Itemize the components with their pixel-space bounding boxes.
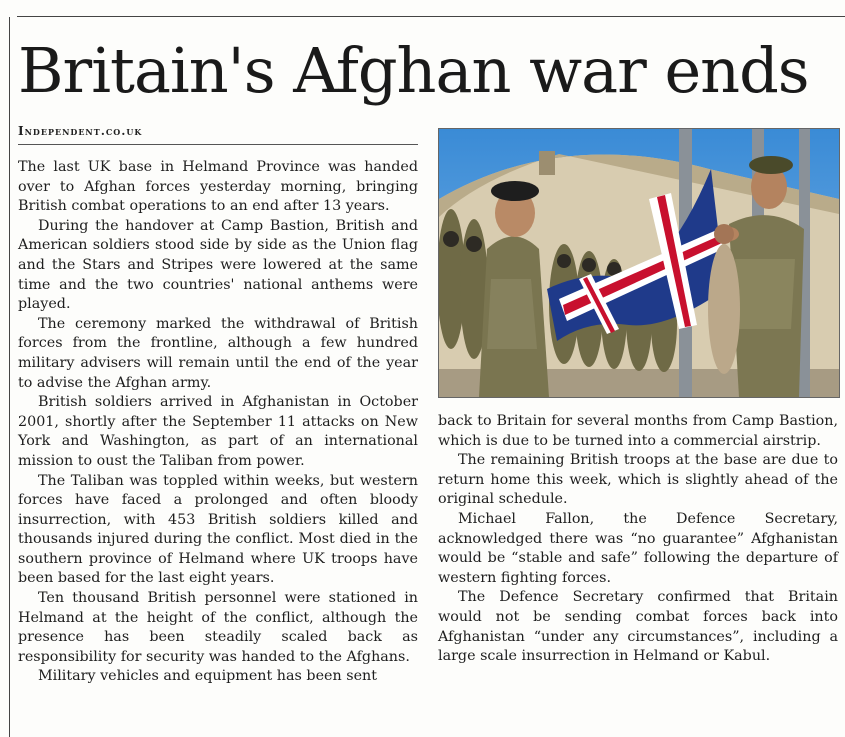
paragraph: The remaining British troops at the base are due to return home this week, which is slightly ahead of the original schedule. [438, 452, 838, 508]
paragraph: The Defence Secretary confirmed that Britain would not be sending combat forces back into Afghanistan “under any circumstances”, including a large scale insurrection in Helmand or Kabul. [438, 589, 838, 665]
news-photo [438, 128, 840, 398]
source-rule [18, 144, 418, 145]
left-border [9, 17, 10, 737]
article-column-left [18, 158, 418, 687]
paragraph: Michael Fallon, the Defence Secretary, acknowledged there was “no guarantee” Afghanistan would be “stable and safe” following the departure of western fighting forces. [438, 510, 838, 586]
paragraph: Ten thousand British personnel were stationed in Helmand at the height of the conflict, although the presence has been steadily scaled back as responsibility for security was handed to the Afghans. [18, 590, 418, 665]
paragraph: During the handover at Camp Bastion, British and American soldiers stood side by side as the Union flag and the Stars and Stripes were lowered at the same time and the two countries' national anthems were played. [18, 217, 418, 313]
paragraph: Military vehicles and equipment has been sent [38, 668, 377, 685]
source-label: Independent.co.uk [18, 124, 143, 138]
paragraph: British soldiers arrived in Afghanistan in October 2001, shortly after the September 11 attacks on New York and Washington, as part of an international mission to oust the Taliban from power. [18, 394, 418, 469]
article-column-right [438, 412, 838, 667]
paragraph: The ceremony marked the withdrawal of British forces from the frontline, although a few hundred military advisers will remain until the end of the year to advise the Afghan army. [18, 315, 418, 391]
paragraph: The last UK base in Helmand Province was handed over to Afghan forces yesterday morning, bringing British combat operations to an end after 13 years. [18, 159, 418, 215]
top-rule [17, 16, 845, 17]
paragraph: The Taliban was toppled within weeks, but western forces have faced a prolonged and often bloody insurrection, with 453 British soldiers killed and thousands injured during the conflict. Most died in the southern province of Helmand where UK troops have been based for the last eight years. [18, 472, 418, 587]
paragraph: back to Britain for several months from Camp Bastion, which is due to be turned into a commercial airstrip. [438, 413, 838, 449]
headline: Britain's Afghan war ends [18, 34, 809, 107]
